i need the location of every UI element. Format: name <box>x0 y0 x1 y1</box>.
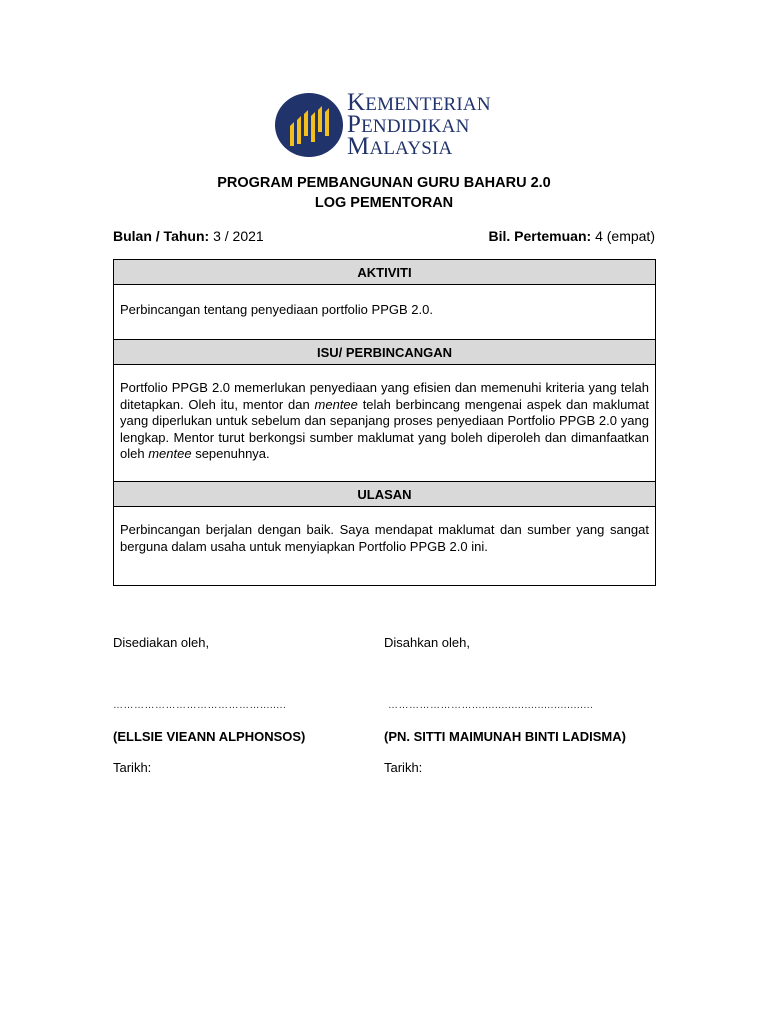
meeting-count-field <box>488 228 655 244</box>
program-title: PROGRAM PEMBANGUNAN GURU BAHARU 2.0 <box>217 175 551 191</box>
wordmark-rest: EMENTERIAN <box>365 94 491 115</box>
meeting-count-value: 4 (empat) <box>595 228 655 244</box>
prepared-signature-line: ……………………………………........ <box>113 700 287 711</box>
wordmark-line-1 <box>347 89 491 116</box>
aktiviti-heading: AKTIVITI <box>114 260 656 285</box>
wordmark-initial: P <box>347 111 362 138</box>
wordmark-initial: K <box>347 89 366 116</box>
month-year-field <box>113 228 264 244</box>
prepared-date-label: Tarikh: <box>113 760 152 775</box>
isu-body-text-1: Portfolio PPGB 2.0 memerlukan penyediaan yang efisien dan memenuhi kriteria yang telah ditetapkan. Oleh itu, mentor dan <box>120 380 649 412</box>
isu-heading: ISU/ PERBINCANGAN <box>114 340 656 365</box>
month-year-label: Bulan / Tahun: <box>113 228 210 244</box>
ministry-emblem-icon <box>274 92 344 158</box>
isu-body-emphasis-1: mentee <box>314 396 358 412</box>
approved-date-label: Tarikh: <box>384 760 423 775</box>
prepared-by-name: (ELLSIE VIEANN ALPHONSOS) <box>113 729 306 744</box>
aktiviti-body: Perbincangan tentang penyediaan portfolio PPGB 2.0. <box>114 285 656 340</box>
approved-signature-line: ……………………..................................... <box>388 700 594 711</box>
prepared-by-label: Disediakan oleh, <box>113 635 210 650</box>
document-title: LOG PEMENTORAN <box>314 195 454 211</box>
month-year-value: 3 / 2021 <box>213 228 264 244</box>
wordmark-line-3 <box>347 133 491 160</box>
ministry-logo <box>274 90 504 160</box>
ministry-wordmark <box>347 89 491 160</box>
wordmark-initial: M <box>347 133 370 160</box>
ulasan-body: Perbincangan berjalan dengan baik. Saya mendapat maklumat dan sumber yang sangat berguna dalam usaha untuk menyiapkan Portfolio PPGB 2.0 ini. <box>114 507 656 586</box>
wordmark-rest: ENDIDIKAN <box>361 116 470 137</box>
wordmark-rest: ALAYSIA <box>369 138 453 159</box>
meeting-count-label: Bil. Pertemuan: <box>488 228 592 244</box>
isu-body <box>114 365 656 482</box>
approved-by-name: (PN. SITTI MAIMUNAH BINTI LADISMA) <box>384 729 626 744</box>
mentoring-log-table <box>113 259 656 586</box>
ulasan-heading: ULASAN <box>114 482 656 507</box>
isu-body-text-2: telah berbincang mengenai aspek dan maklumat yang diperlukan untuk sebelum dan sepanjang proses penyediaan Portfolio PPGB 2.0 yang lengkap. Mentor turut berkongsi sumber maklumat yang boleh diperoleh dan dimanfaatkan oleh <box>120 396 650 461</box>
approved-by-label: Disahkan oleh, <box>384 635 470 650</box>
isu-body-emphasis-2: mentee <box>148 446 192 461</box>
isu-body-text-3: sepenuhnya. <box>191 446 270 461</box>
